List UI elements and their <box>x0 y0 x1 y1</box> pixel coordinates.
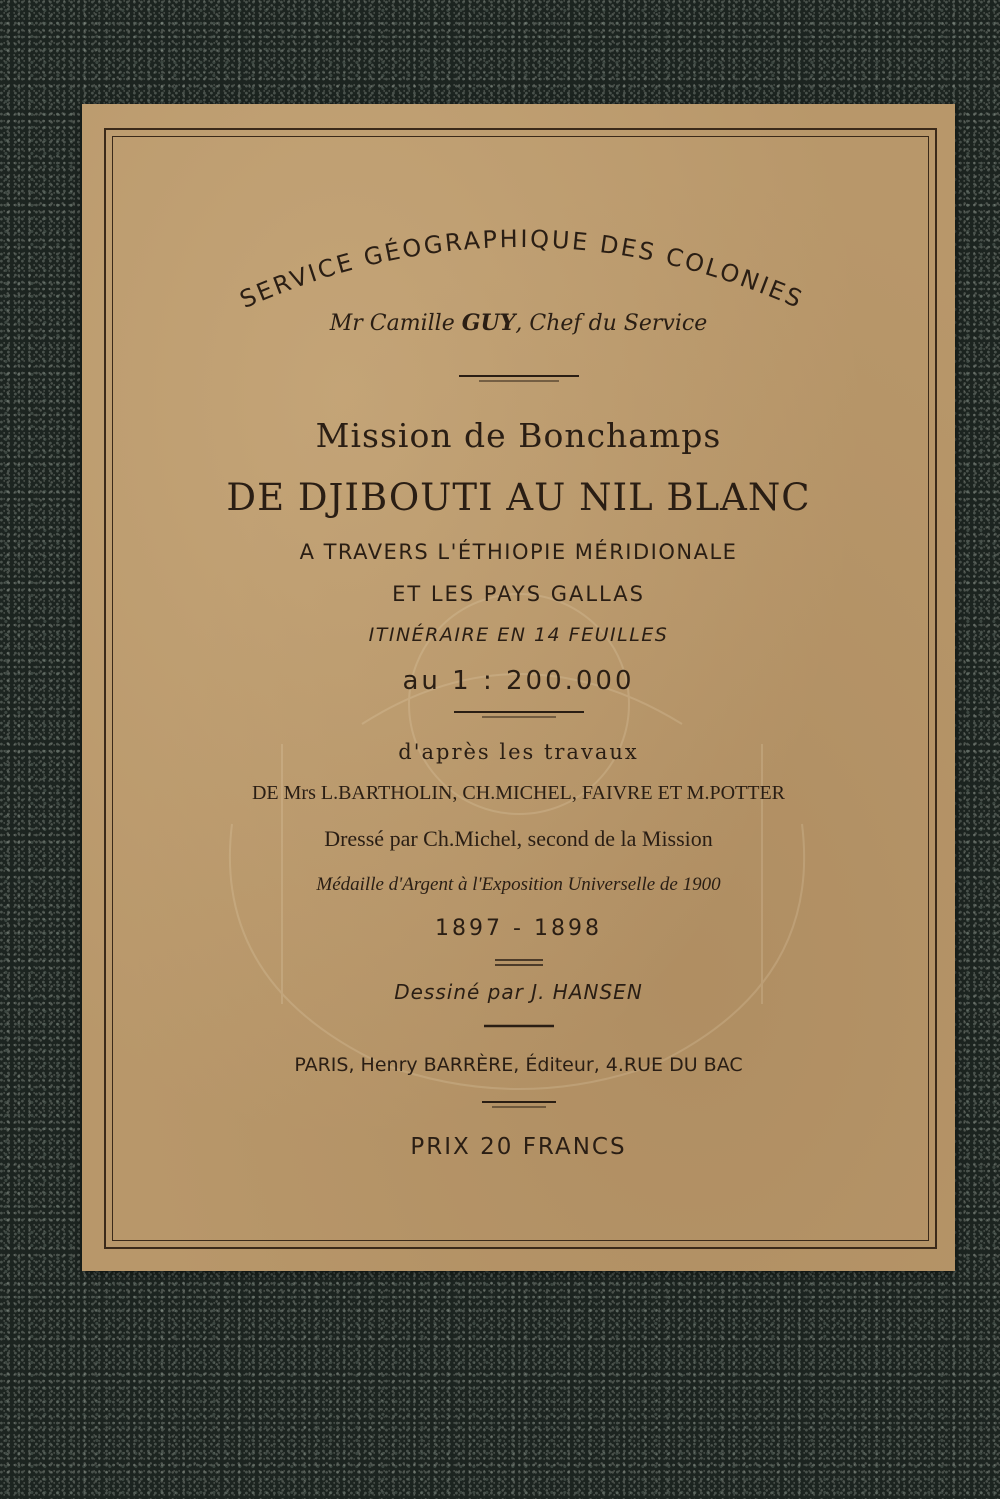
works-intro: d'après les travaux <box>398 740 639 764</box>
subtitle-line-1: A TRAVERS L'ÉTHIOPIE MÉRIDIONALE <box>299 540 738 564</box>
chief-prefix: Mr Camille <box>329 311 455 336</box>
drawn-by-line: Dessiné par J. HANSEN <box>394 980 643 1004</box>
service-heading: SERVICE GÉOGRAPHIQUE DES COLONIES <box>235 224 809 315</box>
scale-line: au 1 : 200.000 <box>402 666 635 696</box>
medal-line: Médaille d'Argent à l'Exposition Universelle de 1900 <box>316 874 721 895</box>
itinerary-line: ITINÉRAIRE EN 14 FEUILLES <box>368 624 669 646</box>
drawn-up-line: Dressé par Ch.Michel, second de la Mission <box>324 826 713 851</box>
chief-name: GUY <box>461 310 516 336</box>
publisher-line: PARIS, Henry BARRÈRE, Éditeur, 4.RUE DU BAC <box>294 1054 743 1076</box>
ornament-rule-5 <box>82 104 955 1114</box>
chief-suffix: , Chef du Service <box>515 311 708 336</box>
route-title: DE DJIBOUTI AU NIL BLANC <box>226 476 811 519</box>
mission-title: Mission de Bonchamps <box>315 416 722 455</box>
map-cover-label <box>82 104 955 1271</box>
subtitle-line-2: ET LES PAYS GALLAS <box>392 582 645 606</box>
price-line: PRIX 20 FRANCS <box>410 1134 627 1160</box>
years-line: 1897 - 1898 <box>435 916 602 941</box>
authors-line: DE Mrs L.BARTHOLIN, CH.MICHEL, FAIVRE ET M.POTTER <box>251 782 786 804</box>
